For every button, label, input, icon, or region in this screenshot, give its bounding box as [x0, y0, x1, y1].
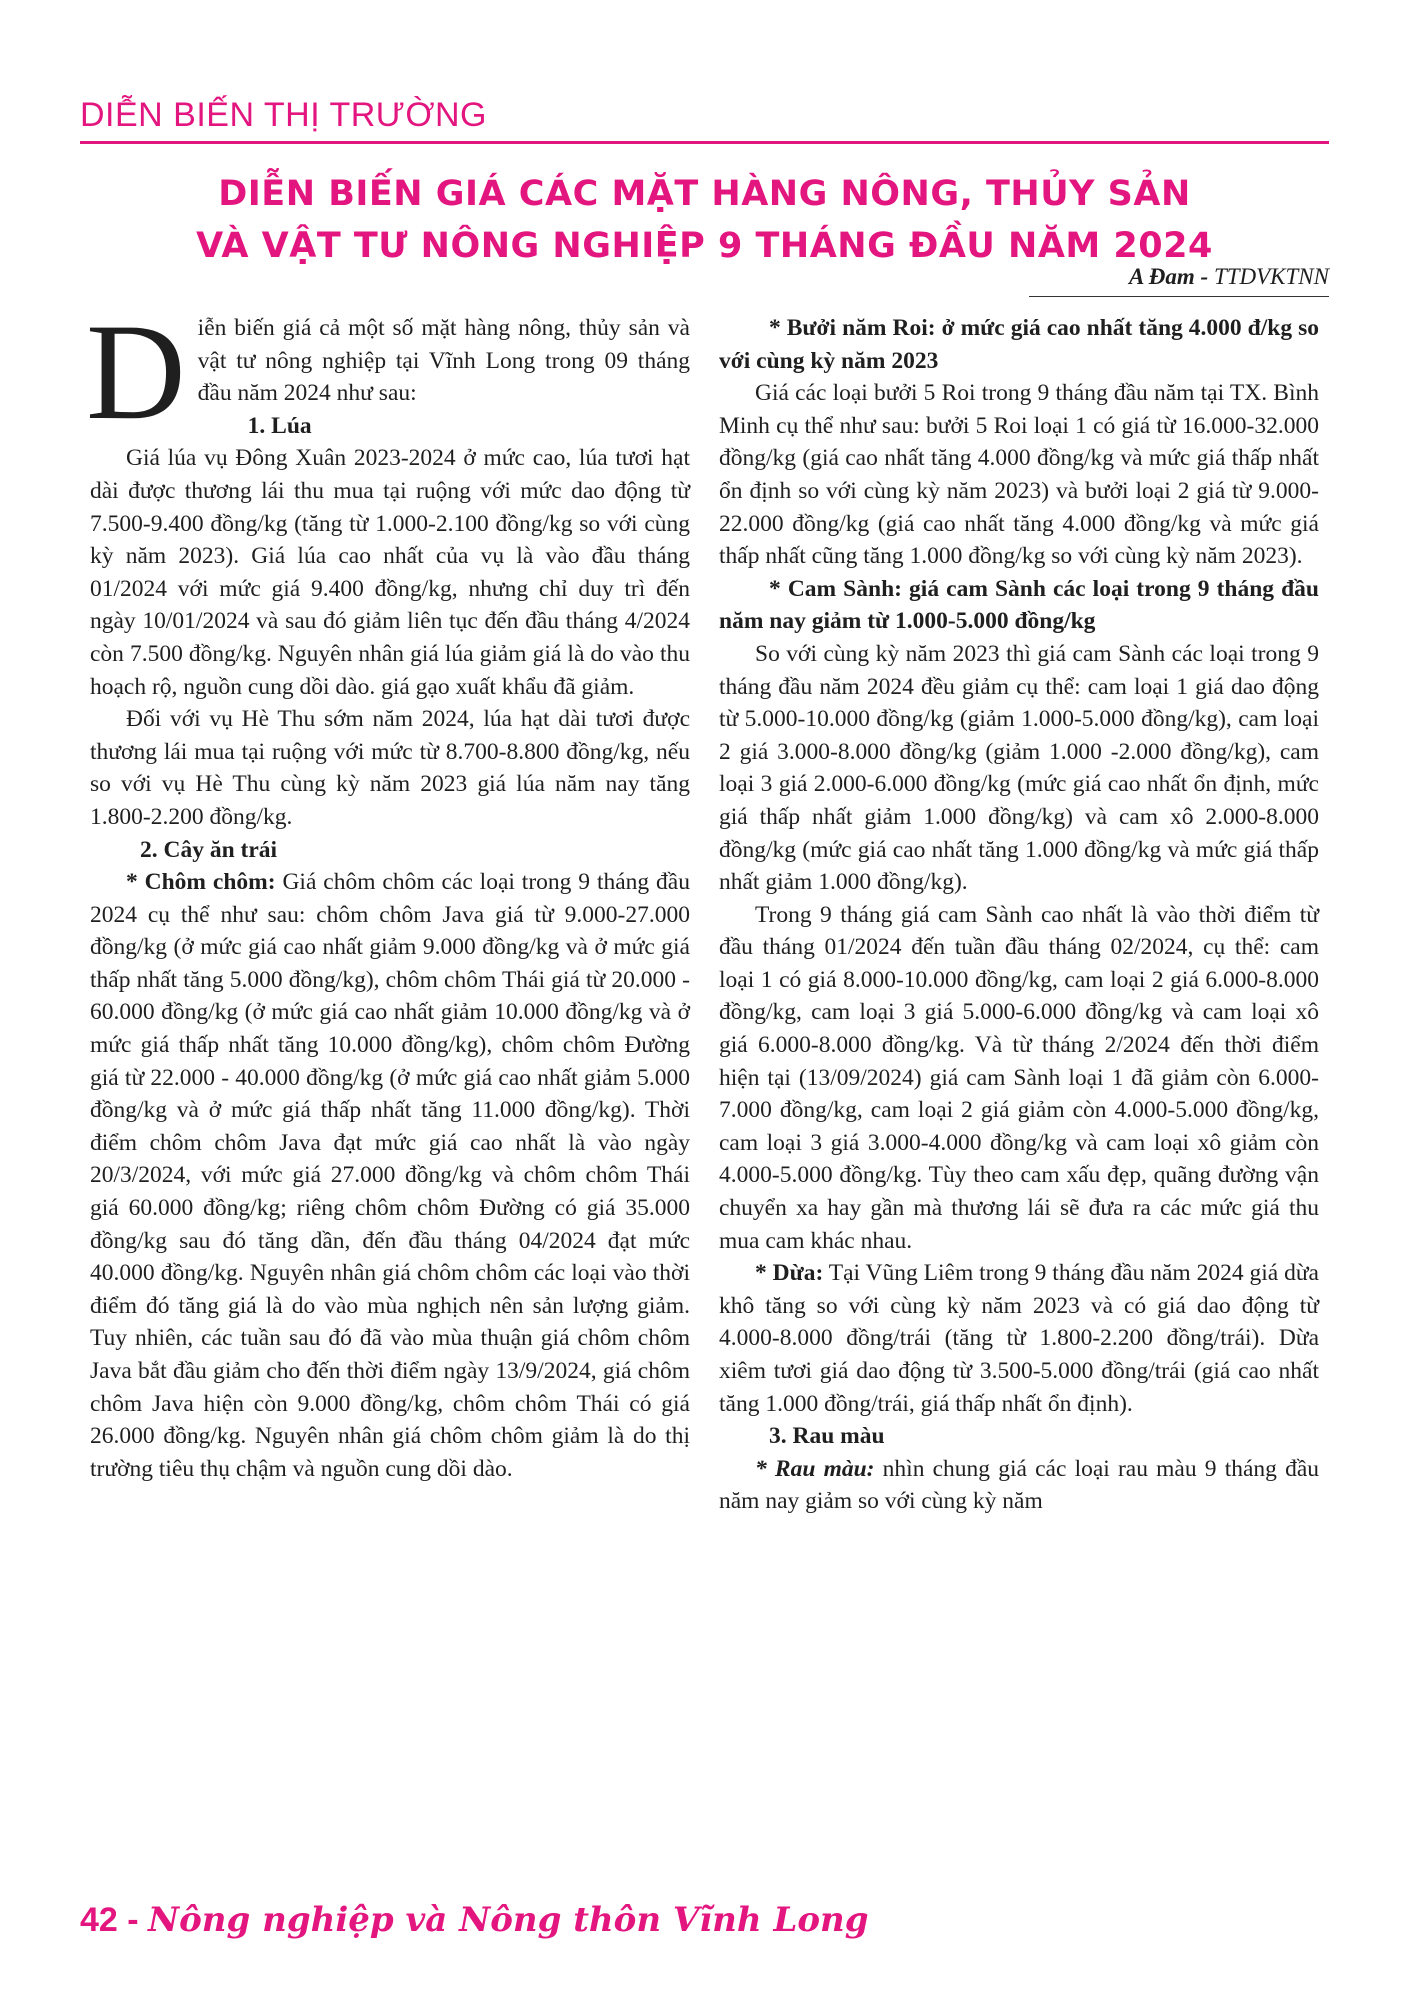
heading-lua: 1. Lúa	[247, 412, 312, 439]
left-column	[86, 295, 690, 1485]
heading-cam-sanh: * Cam Sành: giá cam Sành các loại trong 9 tháng đầu năm nay giảm từ 1.000-5.000 đồng/kg	[719, 575, 1319, 635]
byline-separator: -	[1194, 264, 1214, 289]
text-rau-mau: nhìn chung giá các loại rau màu 9 tháng đầu năm nay giảm so với cùng kỳ năm	[719, 1455, 1319, 1515]
section-divider	[80, 141, 1329, 144]
text-chom-chom: Giá chôm chôm các loại trong 9 tháng đầu 2024 cụ thể như sau: chôm chôm Java giá từ 9.000-27.000 đồng/kg (ở mức giá cao nhất giảm 9.000 đồng/kg và ở mức giá thấp nhất tăng 5.000 đồng/kg), chôm chôm Thái giá từ 20.000 - 60.000 đồng/kg (ở mức giá cao nhất giảm 10.000 đồng/kg và ở mức giá thấp nhất tăng 10.000 đồng/kg), chôm chôm Đường giá từ 22.000 - 40.000 đồng/kg (ở mức giá cao nhất giảm 5.000 đồng/kg và ở mức giá thấp nhất tăng 11.000 đồng/kg). Thời điểm chôm chôm Java đạt mức giá cao nhất là vào ngày 20/3/2024, với mức giá 27.000 đồng/kg và chôm chôm Thái giá 60.000 đồng/kg; riêng chôm chôm Đường có giá 35.000 đồng/kg sau đó tăng dần, đến đầu tháng 04/2024 đạt mức 40.000 đồng/kg. Nguyên nhân giá chôm chôm các loại vào thời điểm đó tăng giá là do vào mùa nghịch nên sản lượng giảm. Tuy nhiên, các tuần sau đó đã vào mùa thuận giá chôm chôm Java bắt đầu giảm cho đến thời điểm ngày 13/9/2024, giá chôm chôm Java hiện còn 9.000 đồng/kg, chôm chôm Thái có giá 26.000 đồng/kg. Nguyên nhân giá chôm chôm giảm là do thị trường tiêu thụ chậm và nguồn cung dồi dào.	[90, 869, 690, 1482]
byline-underline	[1029, 296, 1329, 297]
paragraph-buoi: Giá các loại bưởi 5 Roi trong 9 tháng đầu năm tại TX. Bình Minh cụ thể như sau: bưởi 5 Roi loại 1 có giá từ 16.000-32.000 đồng/kg (giá cao nhất tăng 4.000 đồng/kg và mức giá thấp nhất ổn định so với cùng kỳ năm 2023) và bưởi loại 2 giá từ 9.000-22.000 đồng/kg (giá cao nhất tăng 4.000 đồng/kg và mức giá thấp nhất cũng tăng 1.000 đồng/kg so với cùng kỳ năm 2023).	[719, 380, 1319, 570]
heading-buoi: * Bưởi năm Roi: ở mức giá cao nhất tăng 4.000 đ/kg so với cùng kỳ năm 2023	[719, 315, 1319, 374]
right-column	[719, 312, 1319, 1518]
intro-text: iễn biến giá cả một số mặt hàng nông, thủy sản và vật tư nông nghiệp tại Vĩnh Long trong 09 tháng đầu năm 2024 như sau:	[197, 315, 690, 407]
page-number: 42	[80, 1901, 118, 1939]
magazine-name: Nông nghiệp và Nông thôn Vĩnh Long	[148, 1900, 869, 1940]
page-footer	[80, 1900, 869, 1940]
heading-cay-an-trai: 2. Cây ăn trái	[140, 836, 278, 863]
section-label: DIỄN BIẾN THỊ TRƯỜNG	[80, 96, 487, 134]
footer-separator: -	[117, 1901, 149, 1939]
byline-author: A Đam	[1128, 264, 1195, 289]
label-rau-mau: * Rau màu:	[755, 1455, 875, 1482]
paragraph-lua-1: Giá lúa vụ Đông Xuân 2023-2024 ở mức cao, lúa tươi hạt dài được thương lái thu mua tại ruộng với mức dao động từ 7.500-9.400 đồng/kg (tăng từ 1.000-2.100 đồng/kg so với cùng kỳ năm 2023). Giá lúa cao nhất của vụ là vào đầu tháng 01/2024 với mức giá 9.400 đồng/kg, nhưng chỉ duy trì đến ngày 10/01/2024 và sau đó giảm liên tục đến đầu tháng 4/2024 còn 7.500 đồng/kg. Nguyên nhân giá lúa giảm giá là do vào thu hoạch rộ, nguồn cung dồi dào. giá gạo xuất khẩu đã giảm.	[90, 445, 690, 700]
label-dua: * Dừa:	[755, 1260, 824, 1287]
paragraph-chom-chom	[90, 866, 690, 1485]
drop-cap: D	[86, 295, 186, 448]
article-title	[80, 168, 1329, 272]
text-dua: Tại Vũng Liêm trong 9 tháng đầu năm 2024 giá dừa khô tăng so với cùng kỳ năm 2023 và có giá dao động từ 4.000-8.000 đồng/trái (tăng từ 1.800-2.200 đồng/trái). Dừa xiêm tươi giá dao động từ 3.500-5.000 đồng/trái (giá cao nhất tăng 1.000 đồng/trái, giá thấp nhất ổn định).	[719, 1260, 1319, 1417]
article-title-line-2: VÀ VẬT TƯ NÔNG NGHIỆP 9 THÁNG ĐẦU NĂM 2024	[196, 226, 1213, 266]
article-title-line-1: DIỄN BIẾN GIÁ CÁC MẶT HÀNG NÔNG, THỦY SẢN	[218, 174, 1191, 214]
paragraph-lua-2: Đối với vụ Hè Thu sớm năm 2024, lúa hạt dài tươi được thương lái mua tại ruộng với mức từ 8.700-8.800 đồng/kg, nếu so với vụ Hè Thu cùng kỳ năm 2023 giá lúa năm nay tăng 1.800-2.200 đồng/kg.	[90, 706, 690, 830]
paragraph-rau-mau	[719, 1453, 1319, 1518]
heading-rau-mau: 3. Rau màu	[769, 1423, 885, 1450]
byline	[1129, 264, 1329, 290]
paragraph-cam-sanh-2: Trong 9 tháng giá cam Sành cao nhất là vào thời điểm từ đầu tháng 01/2024 đến tuần đầu tháng 02/2024, cụ thể: cam loại 1 có giá 8.000-10.000 đồng/kg, cam loại 2 giá 6.000-8.000 đồng/kg, cam loại 3 giá 5.000-6.000 đồng/kg và cam loại xô giá 6.000-8.000 đồng/kg. Và từ tháng 2/2024 đến thời điểm hiện tại (13/09/2024) giá cam Sành loại 1 đã giảm còn 6.000-7.000 đồng/kg, cam loại 2 giá giảm còn 4.000-5.000 đồng/kg, cam loại 3 giá 3.000-4.000 đồng/kg và cam loại xô giảm còn 4.000-5.000 đồng/kg. Tùy theo cam xấu đẹp, quãng đường vận chuyển xa hay gần mà thương lái sẽ đưa ra các mức giá thu mua cam khác nhau.	[719, 901, 1319, 1254]
label-chom-chom: * Chôm chôm:	[126, 869, 276, 896]
byline-org: TTDVKTNN	[1213, 264, 1329, 289]
paragraph-dua	[719, 1257, 1319, 1420]
paragraph-cam-sanh-1: So với cùng kỳ năm 2023 thì giá cam Sành các loại trong 9 tháng đầu năm 2024 đều giảm cụ thể: cam loại 1 giá dao động từ 5.000-10.000 đồng/kg (giảm 1.000-5.000 đồng/kg), cam loại 2 giá 3.000-8.000 đồng/kg (giảm 1.000 -2.000 đồng/kg), cam loại 3 giá 2.000-6.000 đồng/kg (mức giá cao nhất ổn định, mức giá thấp nhất giảm 1.000 đồng/kg) và cam xô 2.000-8.000 đồng/kg (mức giá cao nhất tăng 1.000 đồng/kg và mức giá thấp nhất giảm 1.000 đồng/kg).	[719, 640, 1319, 896]
